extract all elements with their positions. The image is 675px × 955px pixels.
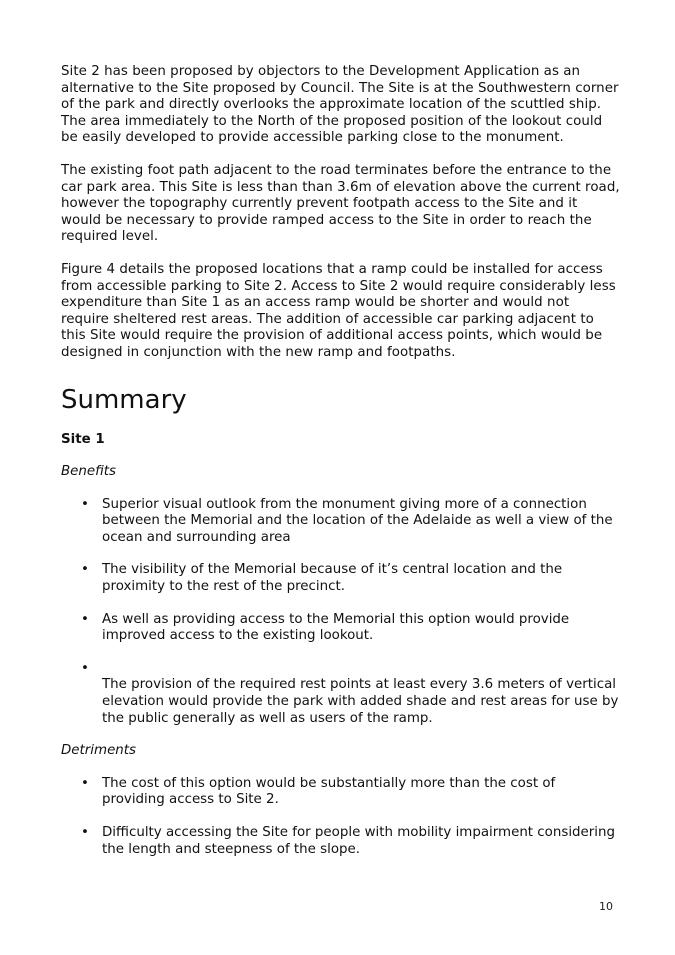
bullet-icon: •: [81, 775, 89, 791]
page-number: 10: [599, 900, 613, 913]
detriment-text: The cost of this option would be substantially more than the cost of providing access to Site 2.: [102, 775, 556, 808]
bullet-icon: •: [81, 496, 89, 512]
bullet-icon: •: [81, 562, 89, 578]
list-item: [61, 776, 621, 809]
list-item: [61, 497, 621, 547]
list-item: [61, 612, 621, 645]
benefits-label: Benefits: [61, 464, 117, 480]
benefit-text: As well as providing access to the Memorial this option would provide improved access to the existing lookout.: [102, 611, 570, 644]
summary-heading: Summary: [61, 384, 187, 415]
list-item: [61, 562, 621, 595]
paragraph-figure-4: Figure 4 details the proposed locations that a ramp could be installed for access from accessible parking to Site 2. Access to Site 2 would require considerably less expenditure than Site 1 as an access ramp would be shorter and would not require sheltered rest areas. The addition of accessible car parking adjacent to this Site would require the provision of additional access points, which would be designed in conjunction with the new ramp and footpaths.: [61, 261, 616, 360]
bullet-icon: •: [81, 611, 89, 627]
list-item: [61, 677, 621, 727]
list-item: [61, 825, 621, 858]
benefits-list: [61, 497, 621, 728]
list-item-empty: [61, 661, 621, 678]
page-content: [61, 64, 621, 874]
bullet-icon: •: [81, 660, 89, 676]
detriments-label: Detriments: [61, 743, 137, 759]
benefit-text: Superior visual outlook from the monument giving more of a connection between the Memorial and the location of the Adelaide as well a view of the ocean and surrounding area: [102, 496, 613, 545]
paragraph-footpath: The existing foot path adjacent to the road terminates before the entrance to the car park area. This Site is less than than 3.6m of elevation above the current road, however the topography currently prevent footpath access to the Site and it would be necessary to provide ramped access to the Site in order to reach the required level.: [61, 162, 620, 245]
detriment-text: Difficulty accessing the Site for people with mobility impairment considering the length and steepness of the slope.: [102, 825, 615, 857]
benefit-text: The provision of the required rest points at least every 3.6 meters of vertical elevation would provide the park with added shade and rest areas for use by the public generally as well as users of the ramp.: [102, 677, 619, 726]
benefit-text: The visibility of the Memorial because of it’s central location and the proximity to the rest of the precinct.: [102, 562, 563, 595]
bullet-icon: •: [81, 825, 89, 840]
detriments-list: [61, 776, 621, 858]
paragraph-site-2-proposal: Site 2 has been proposed by objectors to the Development Application as an alternative to the Site proposed by Council. The Site is at the Southwestern corner of the park and directly overlooks the approximate location of the scuttled ship. The area immediately to the North of the proposed position of the lookout could be easily developed to provide accessible parking close to the monument.: [61, 64, 619, 146]
site-1-heading: Site 1: [61, 431, 105, 447]
